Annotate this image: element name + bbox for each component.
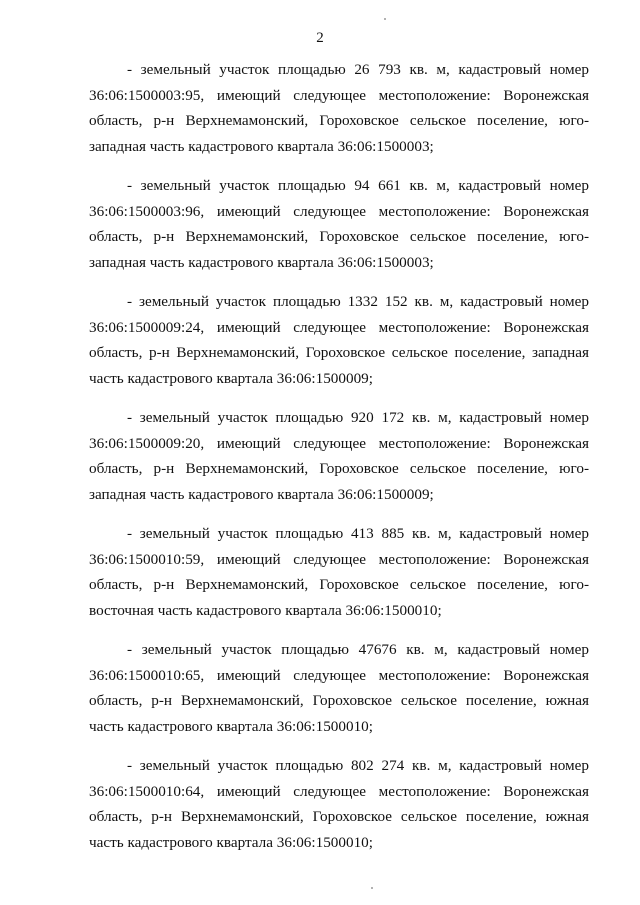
land-plot-paragraph-5	[89, 521, 589, 623]
paragraph-line: 36:06:1500009:20, имеющий следующее местоположение: Воронежская	[89, 434, 589, 452]
paragraph-line: 36:06:1500010:65, имеющий следующее местоположение: Воронежская	[89, 666, 589, 684]
scan-speck	[384, 18, 386, 20]
paragraph-line: 36:06:1500003:96, имеющий следующее местоположение: Воронежская	[89, 202, 589, 220]
land-plot-paragraph-1	[89, 57, 589, 159]
paragraph-line: область, р-н Верхнемамонский, Гороховское сельское поселение, южная	[89, 692, 589, 709]
land-plot-paragraph-3	[89, 289, 589, 391]
scan-speck	[371, 887, 373, 889]
paragraph-line: - земельный участок площадью 26 793 кв. м, кадастровый номер	[127, 61, 589, 78]
paragraph-line: - земельный участок площадью 47676 кв. м, кадастровый номер	[127, 641, 589, 658]
paragraph-line: область, р-н Верхнемамонский, Гороховское сельское поселение, юго-	[89, 112, 589, 129]
document-body	[89, 57, 589, 869]
paragraph-line: - земельный участок площадью 920 172 кв. м, кадастровый номер	[127, 409, 589, 426]
paragraph-line: область, р-н Верхнемамонский, Гороховское сельское поселение, южная	[89, 808, 589, 825]
paragraph-line: 36:06:1500003:95, имеющий следующее местоположение: Воронежская	[89, 86, 589, 104]
land-plot-paragraph-2	[89, 173, 589, 275]
paragraph-line: 36:06:1500010:64, имеющий следующее местоположение: Воронежская	[89, 782, 589, 800]
paragraph-line: область, р-н Верхнемамонский, Гороховское сельское поселение, западная	[89, 344, 589, 361]
page-number: 2	[316, 30, 324, 46]
paragraph-line: 36:06:1500009:24, имеющий следующее местоположение: Воронежская	[89, 318, 589, 336]
paragraph-line: часть кадастрового квартала 36:06:1500010;	[89, 717, 373, 735]
paragraph-line: западная часть кадастрового квартала 36:06:1500009;	[89, 485, 434, 503]
paragraph-line: - земельный участок площадью 94 661 кв. м, кадастровый номер	[127, 177, 589, 194]
paragraph-line: западная часть кадастрового квартала 36:06:1500003;	[89, 137, 434, 155]
land-plot-paragraph-7	[89, 753, 589, 855]
paragraph-line: часть кадастрового квартала 36:06:1500010;	[89, 833, 373, 851]
paragraph-line: - земельный участок площадью 413 885 кв. м, кадастровый номер	[127, 525, 589, 542]
paragraph-line: 36:06:1500010:59, имеющий следующее местоположение: Воронежская	[89, 550, 589, 568]
paragraph-line: восточная часть кадастрового квартала 36:06:1500010;	[89, 601, 442, 619]
land-plot-paragraph-6	[89, 637, 589, 739]
paragraph-line: - земельный участок площадью 802 274 кв. м, кадастровый номер	[127, 757, 589, 774]
land-plot-paragraph-4	[89, 405, 589, 507]
paragraph-line: западная часть кадастрового квартала 36:06:1500003;	[89, 253, 434, 271]
paragraph-line: часть кадастрового квартала 36:06:1500009;	[89, 369, 373, 387]
paragraph-line: область, р-н Верхнемамонский, Гороховское сельское поселение, юго-	[89, 460, 589, 477]
paragraph-line: область, р-н Верхнемамонский, Гороховское сельское поселение, юго-	[89, 576, 589, 593]
paragraph-line: область, р-н Верхнемамонский, Гороховское сельское поселение, юго-	[89, 228, 589, 245]
paragraph-line: - земельный участок площадью 1332 152 кв. м, кадастровый номер	[127, 293, 589, 310]
